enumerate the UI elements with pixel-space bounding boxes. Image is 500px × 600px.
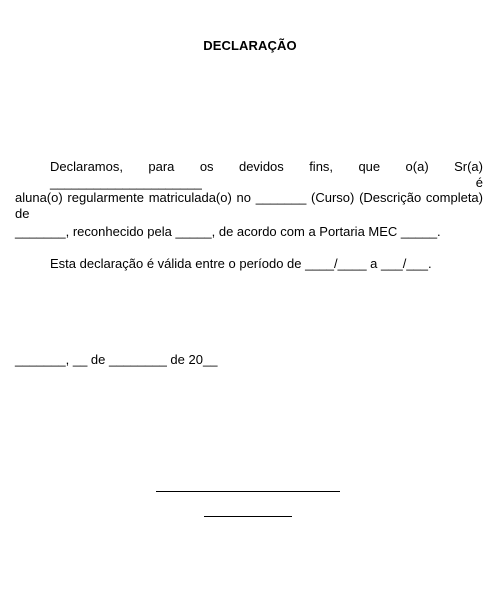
date-line: _______, __ de ________ de 20__	[15, 352, 218, 367]
validity-line: Esta declaração é válida entre o período de ____/____ a ___/___.	[50, 256, 432, 271]
signature-subline	[204, 516, 292, 517]
signature-line	[156, 491, 340, 492]
paragraph-line-2: aluna(o) regularmente matriculada(o) no _______ (Curso) (Descrição completa) de	[15, 190, 483, 221]
paragraph-line-1: Declaramos, para os devidos fins, que o(a) Sr(a) _____________________ é	[50, 159, 483, 190]
paragraph-line-3: _______, reconhecido pela _____, de acordo com a Portaria MEC _____.	[15, 224, 441, 239]
document-title: DECLARAÇÃO	[203, 38, 297, 53]
